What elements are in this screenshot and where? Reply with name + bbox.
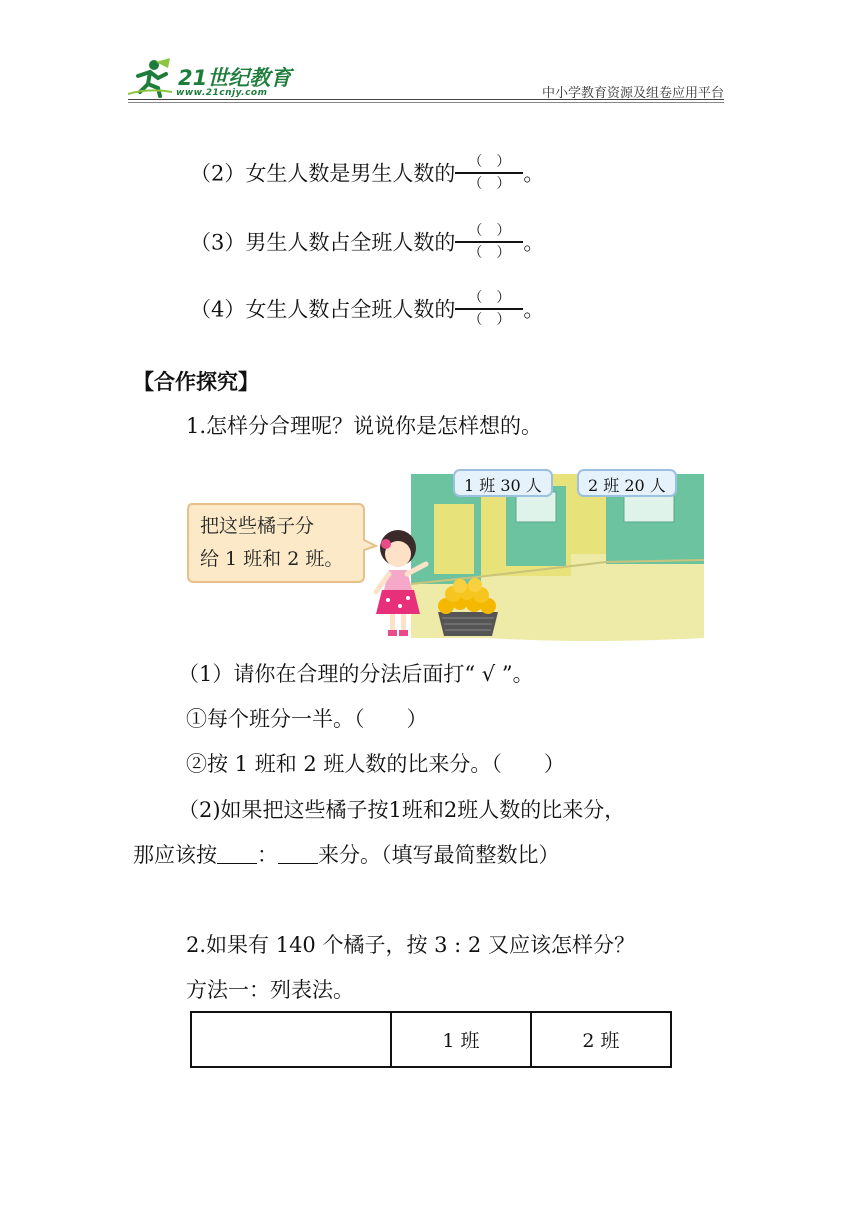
fraction-blank[interactable] bbox=[455, 222, 523, 262]
table-cell-empty[interactable] bbox=[191, 1012, 391, 1067]
period: 。 bbox=[523, 297, 545, 322]
class-1-sign: 1 班 30 人 bbox=[464, 476, 542, 495]
numerator-blank[interactable]: （ ） bbox=[455, 289, 523, 310]
table-row bbox=[191, 1012, 671, 1067]
question-2 bbox=[190, 155, 544, 195]
ratio-suffix: 来分。（填写最简整数比） bbox=[318, 843, 560, 867]
fraction-blank[interactable] bbox=[455, 289, 523, 329]
period: 。 bbox=[523, 230, 545, 255]
section-title: 【合作探究】 bbox=[133, 369, 259, 394]
fraction-blank[interactable] bbox=[455, 153, 523, 193]
header-divider-thin bbox=[128, 102, 724, 103]
ratio-prefix: 那应该按 bbox=[133, 843, 217, 867]
numerator-blank[interactable]: （ ） bbox=[455, 222, 523, 243]
denominator-blank[interactable]: （ ） bbox=[468, 245, 511, 261]
ratio-fill-line bbox=[133, 840, 560, 870]
method-1: 方法一：列表法。 bbox=[186, 978, 354, 1002]
header-divider bbox=[128, 99, 724, 100]
subquestion-1: （1）请你在合理的分法后面打“ √ ”。 bbox=[178, 662, 534, 686]
table-header-class-1: 1 班 bbox=[391, 1012, 531, 1067]
denominator-blank[interactable]: （ ） bbox=[468, 312, 511, 328]
logo-url: www.21cnjy.com bbox=[176, 88, 268, 98]
option-2[interactable]: ②按 1 班和 2 班人数的比来分。（ ） bbox=[186, 752, 565, 776]
question-text: （2）女生人数是男生人数的 bbox=[190, 161, 456, 186]
question-4 bbox=[190, 291, 544, 331]
ratio-colon: ： bbox=[257, 843, 278, 867]
denominator-blank[interactable]: （ ） bbox=[468, 176, 511, 192]
logo-text: 21世纪教育 bbox=[178, 66, 292, 90]
subquestion-2: （2)如果把这些橘子按1班和2班人数的比来分， bbox=[178, 798, 626, 822]
logo-runner-icon bbox=[128, 58, 172, 98]
platform-title: 中小学教育资源及组卷应用平台 bbox=[541, 86, 724, 101]
speech-line-2: 给 1 班和 2 班。 bbox=[200, 548, 344, 570]
ratio-blank-2[interactable] bbox=[278, 843, 318, 864]
speech-line-1: 把这些橘子分 bbox=[200, 515, 315, 537]
option-1[interactable]: ①每个班分一半。（ ） bbox=[186, 707, 428, 731]
problem-2-title: 2.如果有 140 个橘子，按 3 : 2 又应该怎样分？ bbox=[186, 933, 635, 957]
numerator-blank[interactable]: （ ） bbox=[455, 153, 523, 174]
table-header-class-2: 2 班 bbox=[531, 1012, 671, 1067]
speech-bubble-text bbox=[200, 510, 343, 576]
distribution-table bbox=[190, 1011, 672, 1068]
class-2-sign: 2 班 20 人 bbox=[588, 476, 666, 495]
ratio-blank-1[interactable] bbox=[217, 843, 257, 864]
problem-1-title: 1.怎样分合理呢？说说你是怎样想的。 bbox=[186, 414, 543, 438]
period: 。 bbox=[523, 161, 545, 186]
question-text: （4）女生人数占全班人数的 bbox=[190, 297, 456, 322]
question-3 bbox=[190, 224, 544, 264]
question-text: （3）男生人数占全班人数的 bbox=[190, 230, 456, 255]
